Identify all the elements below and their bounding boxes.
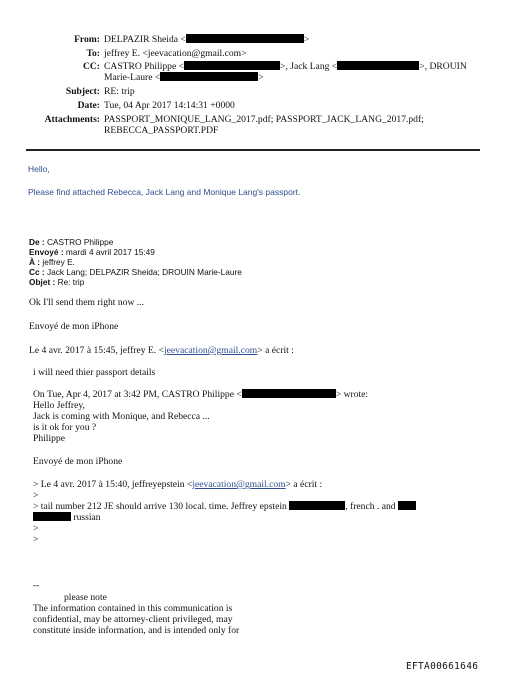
email-link[interactable]: jeevacation@gmail.com [163,345,258,356]
disclaimer-note: please note [64,592,107,603]
attachments-label: Attachments: [44,114,100,125]
thread-line: i will need thier passport details [33,367,156,378]
redaction-box [186,34,304,43]
from-row: From: DELPAZIR Sheida < > [0,34,512,46]
quote-marker: > [33,534,39,545]
redaction-box [33,512,71,521]
thread-line: > Le 4 avr. 2017 à 15:40, jeffreyepstein <jeevacation@gmail.com> a écrit : [33,479,323,490]
subject-value: RE: trip [104,86,135,97]
thread-line: Philippe [33,433,65,444]
header-divider [26,149,480,151]
thread-line: On Tue, Apr 4, 2017 at 3:42 PM, CASTRO Philippe < > wrote: [33,389,369,400]
quote-marker: > [33,490,39,501]
to-label: To: [86,48,100,59]
attachment-line-1: PASSPORT_MONIQUE_LANG_2017.pdf; PASSPORT_JACK_LANG_2017.pdf; [104,114,424,125]
subject-label: Subject: [65,86,100,97]
quote-line: russian [33,512,101,523]
attachments-row [0,114,512,138]
from-value: DELPAZIR Sheida < [104,34,186,45]
subject-row [0,86,512,98]
thread-line: Hello Jeffrey, [33,400,85,411]
date-value: Tue, 04 Apr 2017 14:14:31 +0000 [104,100,235,111]
forward-sent: Envoyé : mardi 4 avril 2017 15:49 [29,247,155,257]
quote-marker: > [33,523,39,534]
document-id: EFTA00661646 [406,661,479,672]
redaction-box [289,501,345,510]
redaction-box [160,72,258,81]
to-value: jeffrey E. <jeevacation@gmail.com> [104,48,247,59]
quote-line: > tail number 212 JE should arrive 130 local. time. Jeffrey epstein , french . and [33,501,416,512]
thread-line: Envoyé de mon iPhone [29,321,119,332]
thread-line: Le 4 avr. 2017 à 15:45, jeffrey E. <jeevacation@gmail.com> a écrit : [29,345,294,356]
cc-label: CC: [82,61,100,72]
redaction-box [398,501,416,510]
email-link[interactable]: jeevacation@gmail.com [192,479,286,490]
redaction-box [337,61,419,70]
redaction-box [184,61,280,70]
from-label: From: [74,34,100,45]
to-row [0,48,512,60]
forward-from: De : CASTRO Philippe [29,237,114,247]
disclaimer-line: constitute inside information, and is intended only for [33,625,240,636]
reply-text: Please find attached Rebecca, Jack Lang and Monique Lang's passport. [28,187,301,197]
reply-greeting: Hello, [28,164,50,174]
thread-line: Ok I'll send them right now ... [29,297,144,308]
date-row [0,100,512,112]
signature-dashes: -- [33,580,40,591]
redaction-box [242,389,336,398]
forward-subject: Objet : Re: trip [29,277,85,287]
disclaimer-line: The information contained in this communication is [33,603,233,614]
forward-to: À : jeffrey E. [29,257,75,267]
attachment-line-2: REBECCA_PASSPORT.PDF [104,125,219,136]
date-label: Date: [77,100,100,111]
thread-line: is it ok for you ? [33,422,97,433]
cc-row: CC: CASTRO Philippe < >, Jack Lang < >, DROUIN Marie-Laure < > [0,61,512,85]
disclaimer-line: confidential, may be attorney-client privileged, may [33,614,233,625]
forward-cc: Cc : Jack Lang; DELPAZIR Sheida; DROUIN Marie-Laure [29,267,242,277]
thread-line: Envoyé de mon iPhone [33,456,123,467]
thread-line: Jack is coming with Monique, and Rebecca ... [33,411,210,422]
